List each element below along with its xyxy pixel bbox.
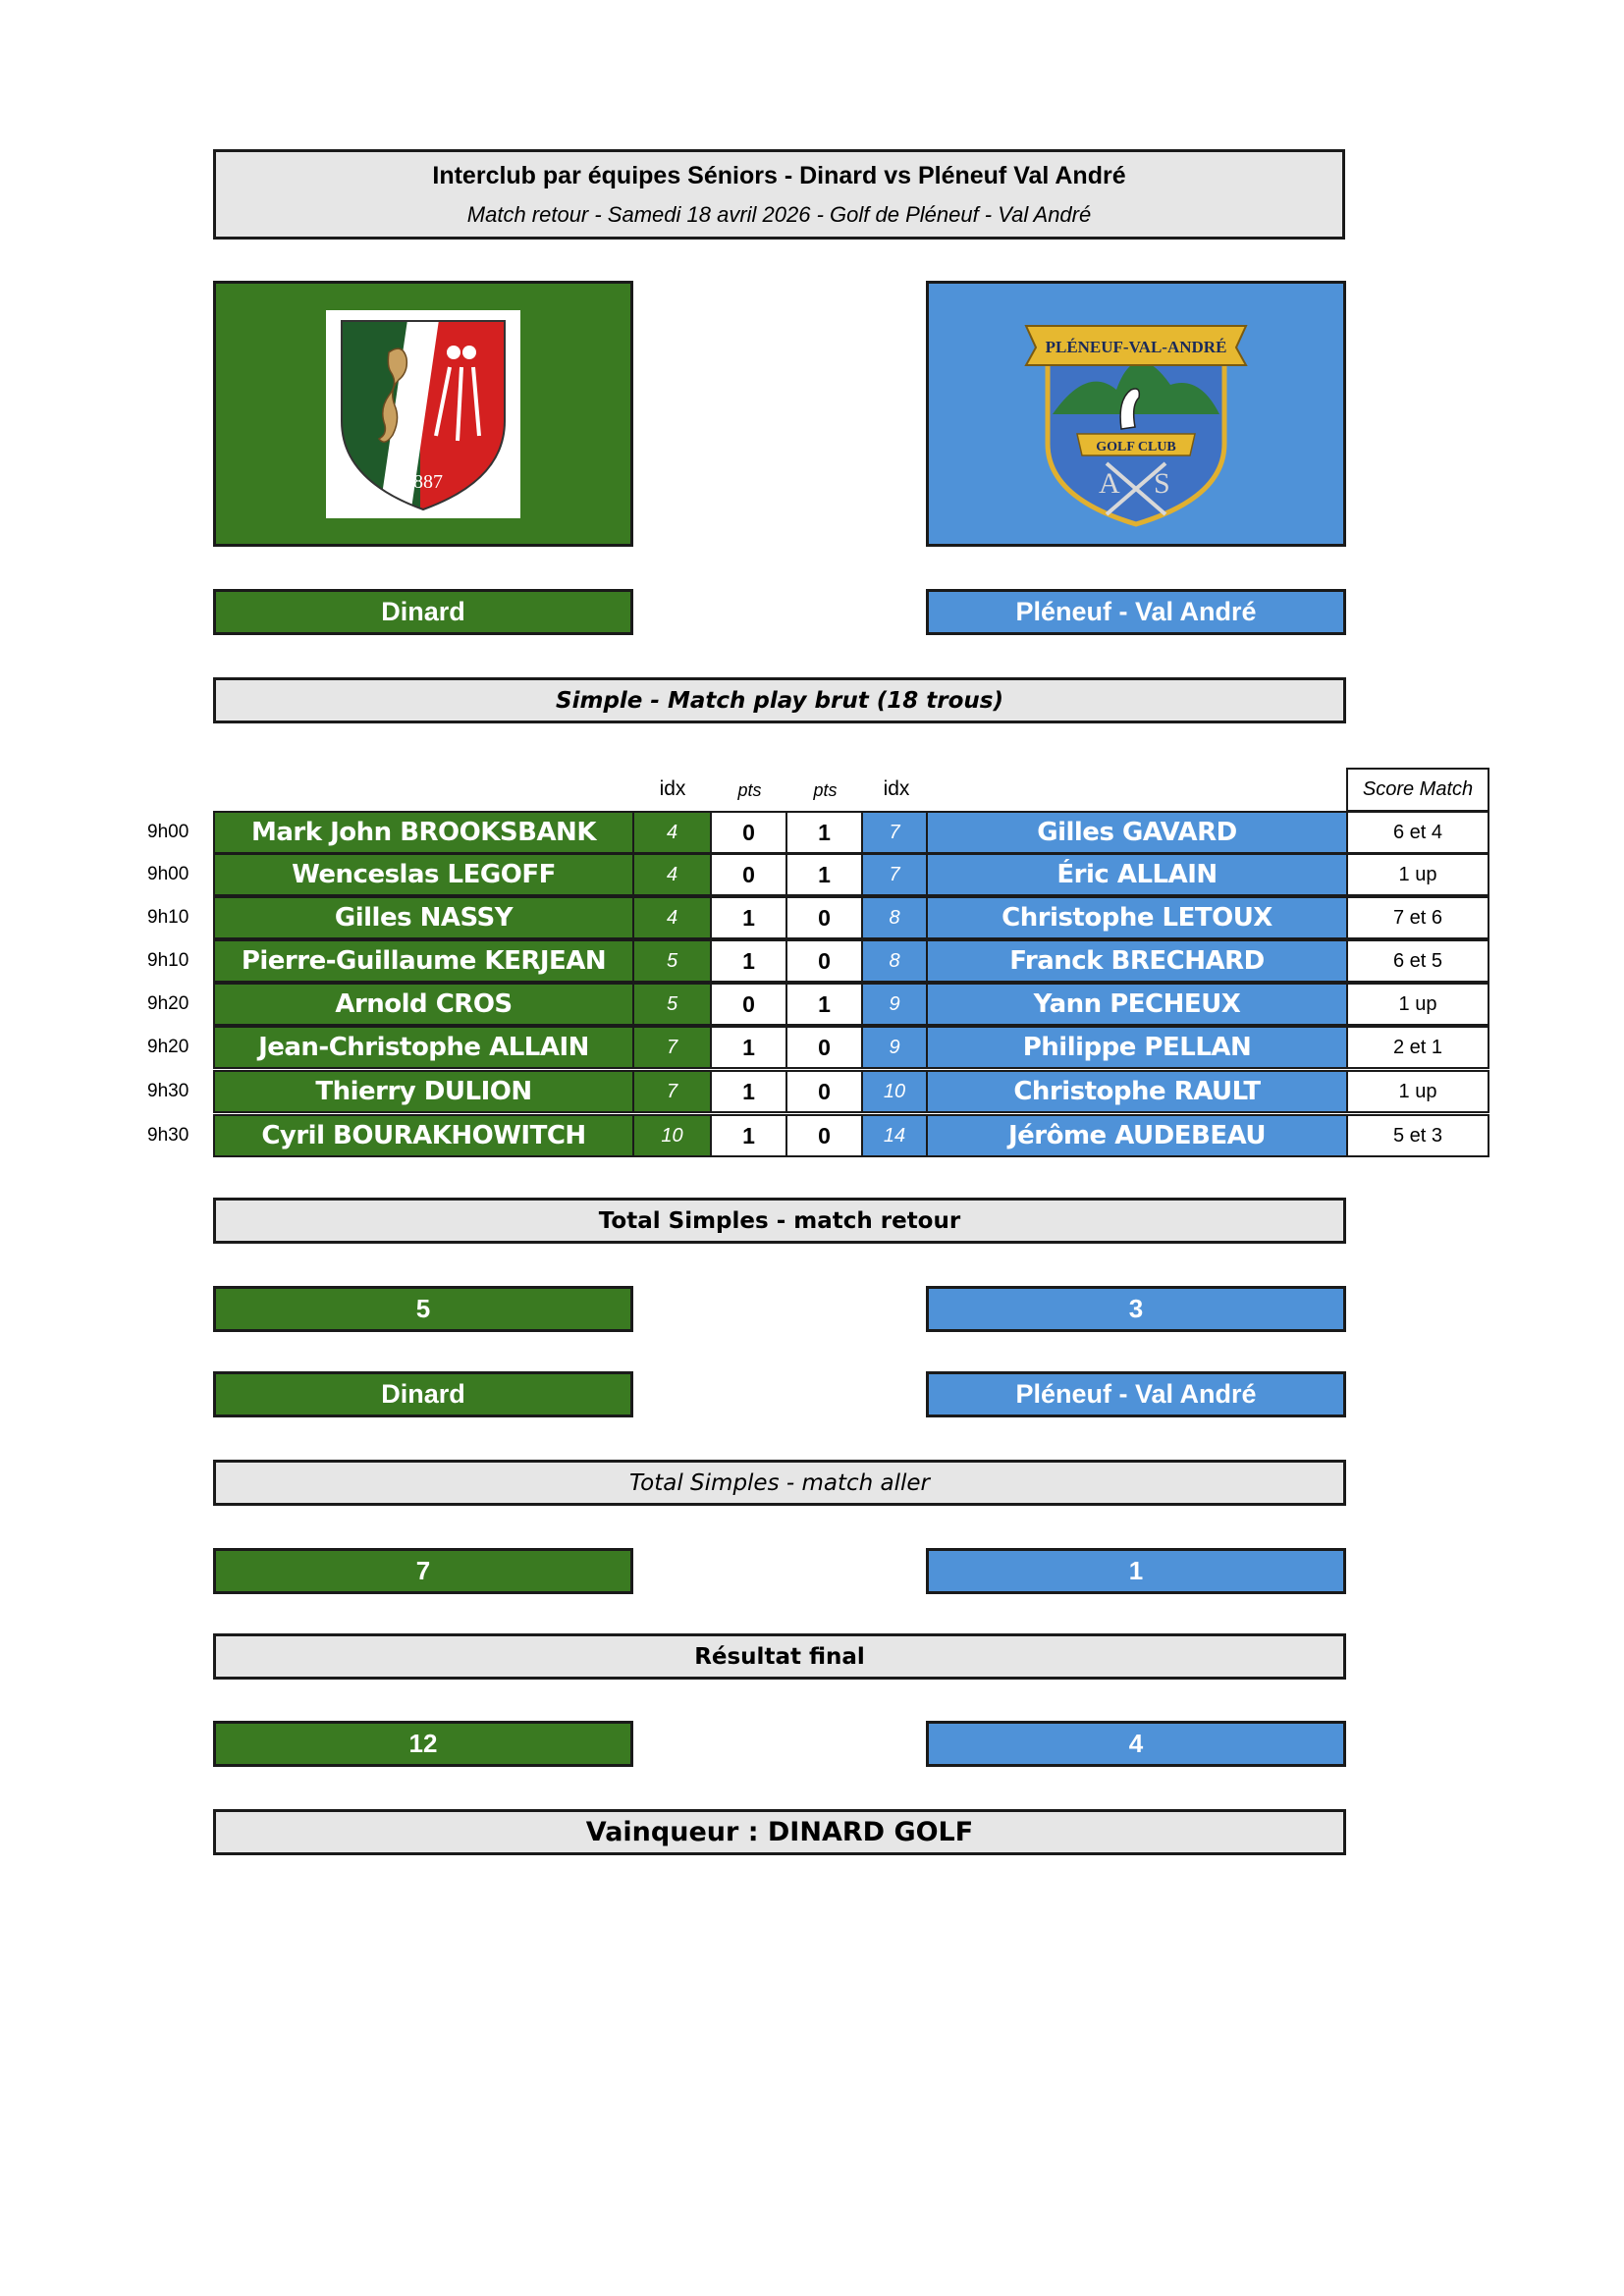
totals-aller-away: 1 [926, 1548, 1346, 1594]
home-pts: 0 [710, 811, 787, 854]
away-pts: 1 [785, 811, 863, 854]
away-idx: 10 [861, 1070, 928, 1113]
col-idx-home: idx [659, 777, 686, 800]
table-row [147, 983, 1492, 1026]
match-score: 2 et 1 [1346, 1026, 1489, 1069]
tee-time: 9h30 [147, 1081, 189, 1101]
totals-aller-home: 7 [213, 1548, 633, 1594]
away-player: Gilles GAVARD [926, 811, 1348, 854]
away-idx: 7 [861, 853, 928, 896]
table-row [147, 896, 1492, 939]
home-idx: 4 [632, 896, 712, 939]
home-pts: 1 [710, 896, 787, 939]
home-player: Thierry DULION [213, 1070, 634, 1113]
singles-title: Simple - Match play brut (18 trous) [213, 677, 1346, 723]
away-pts: 0 [785, 939, 863, 983]
pva-letter-s: S [1154, 466, 1170, 500]
away-player: Christophe LETOUX [926, 896, 1348, 939]
pva-logo-panel [926, 281, 1346, 547]
table-row [147, 811, 1492, 854]
pva-banner: PLÉNEUF-VAL-ANDRÉ [1045, 337, 1227, 356]
away-idx: 7 [861, 811, 928, 854]
tee-time: 9h20 [147, 1037, 189, 1057]
totals-retour-label: Total Simples - match retour [213, 1198, 1346, 1244]
home-pts: 1 [710, 1070, 787, 1113]
match-score: 6 et 4 [1346, 811, 1489, 854]
col-score: Score Match [1346, 768, 1489, 812]
dinard-crest-icon [332, 313, 514, 515]
team-home-label: Dinard [213, 589, 633, 635]
table-row [147, 853, 1492, 896]
away-player: Jérôme AUDEBEAU [926, 1114, 1348, 1157]
col-pts-home: pts [737, 780, 762, 800]
dinard-year: 1887 [404, 470, 443, 493]
away-pts: 0 [785, 1026, 863, 1069]
away-idx: 9 [861, 983, 928, 1026]
dinard-logo [326, 310, 520, 518]
final-away: 4 [926, 1721, 1346, 1767]
home-player: Jean-Christophe ALLAIN [213, 1026, 634, 1069]
match-score: 7 et 6 [1346, 896, 1489, 939]
pva-letter-a: A [1099, 466, 1120, 500]
away-idx: 14 [861, 1114, 928, 1157]
final-home: 12 [213, 1721, 633, 1767]
home-pts: 1 [710, 939, 787, 983]
home-idx: 10 [632, 1114, 712, 1157]
match-score: 6 et 5 [1346, 939, 1489, 983]
final-label: Résultat final [213, 1633, 1346, 1680]
totals-aller-label: Total Simples - match aller [213, 1460, 1346, 1506]
match-score: 1 up [1346, 853, 1489, 896]
away-player: Franck BRECHARD [926, 939, 1348, 983]
home-idx: 4 [632, 811, 712, 854]
tee-time: 9h00 [147, 864, 189, 884]
away-pts: 1 [785, 983, 863, 1026]
home-pts: 0 [710, 853, 787, 896]
team-away-label: Pléneuf - Val André [926, 589, 1346, 635]
tee-time: 9h20 [147, 993, 189, 1014]
match-score: 1 up [1346, 983, 1489, 1026]
away-pts: 1 [785, 853, 863, 896]
tee-time: 9h00 [147, 822, 189, 842]
tee-time: 9h10 [147, 950, 189, 971]
home-player: Cyril BOURAKHOWITCH [213, 1114, 634, 1157]
table-row [147, 1026, 1492, 1069]
totals-away-name: Pléneuf - Val André [926, 1371, 1346, 1417]
away-pts: 0 [785, 1114, 863, 1157]
tee-time: 9h30 [147, 1125, 189, 1146]
home-idx: 4 [632, 853, 712, 896]
away-idx: 8 [861, 939, 928, 983]
away-pts: 0 [785, 1070, 863, 1113]
home-player: Wenceslas LEGOFF [213, 853, 634, 896]
title-box [213, 149, 1345, 240]
col-pts-away: pts [813, 780, 838, 800]
home-pts: 1 [710, 1026, 787, 1069]
home-idx: 5 [632, 983, 712, 1026]
page-title: Interclub par équipes Séniors - Dinard vs Pléneuf Val André [432, 161, 1126, 189]
away-player: Philippe PELLAN [926, 1026, 1348, 1069]
totals-retour-home: 5 [213, 1286, 633, 1332]
pva-ribbon: GOLF CLUB [1096, 439, 1176, 454]
home-player: Gilles NASSY [213, 896, 634, 939]
home-idx: 7 [632, 1026, 712, 1069]
tee-time: 9h10 [147, 907, 189, 928]
match-score: 5 et 3 [1346, 1114, 1489, 1157]
table-row [147, 1114, 1492, 1157]
away-player: Christophe RAULT [926, 1070, 1348, 1113]
away-idx: 8 [861, 896, 928, 939]
away-player: Yann PECHEUX [926, 983, 1348, 1026]
totals-home-name: Dinard [213, 1371, 633, 1417]
match-score: 1 up [1346, 1070, 1489, 1113]
home-pts: 0 [710, 983, 787, 1026]
pva-crest-icon [1008, 296, 1264, 532]
home-idx: 5 [632, 939, 712, 983]
home-player: Arnold CROS [213, 983, 634, 1026]
away-idx: 9 [861, 1026, 928, 1069]
away-player: Éric ALLAIN [926, 853, 1348, 896]
away-pts: 0 [785, 896, 863, 939]
table-row [147, 1070, 1492, 1113]
home-player: Pierre-Guillaume KERJEAN [213, 939, 634, 983]
home-pts: 1 [710, 1114, 787, 1157]
home-player: Mark John BROOKSBANK [213, 811, 634, 854]
dinard-logo-panel [213, 281, 633, 547]
table-row [147, 939, 1492, 983]
winner-banner: Vainqueur : DINARD GOLF [213, 1809, 1346, 1855]
totals-retour-away: 3 [926, 1286, 1346, 1332]
col-idx-away: idx [883, 777, 910, 800]
page-subtitle: Match retour - Samedi 18 avril 2026 - Golf de Pléneuf - Val André [466, 201, 1092, 227]
home-idx: 7 [632, 1070, 712, 1113]
